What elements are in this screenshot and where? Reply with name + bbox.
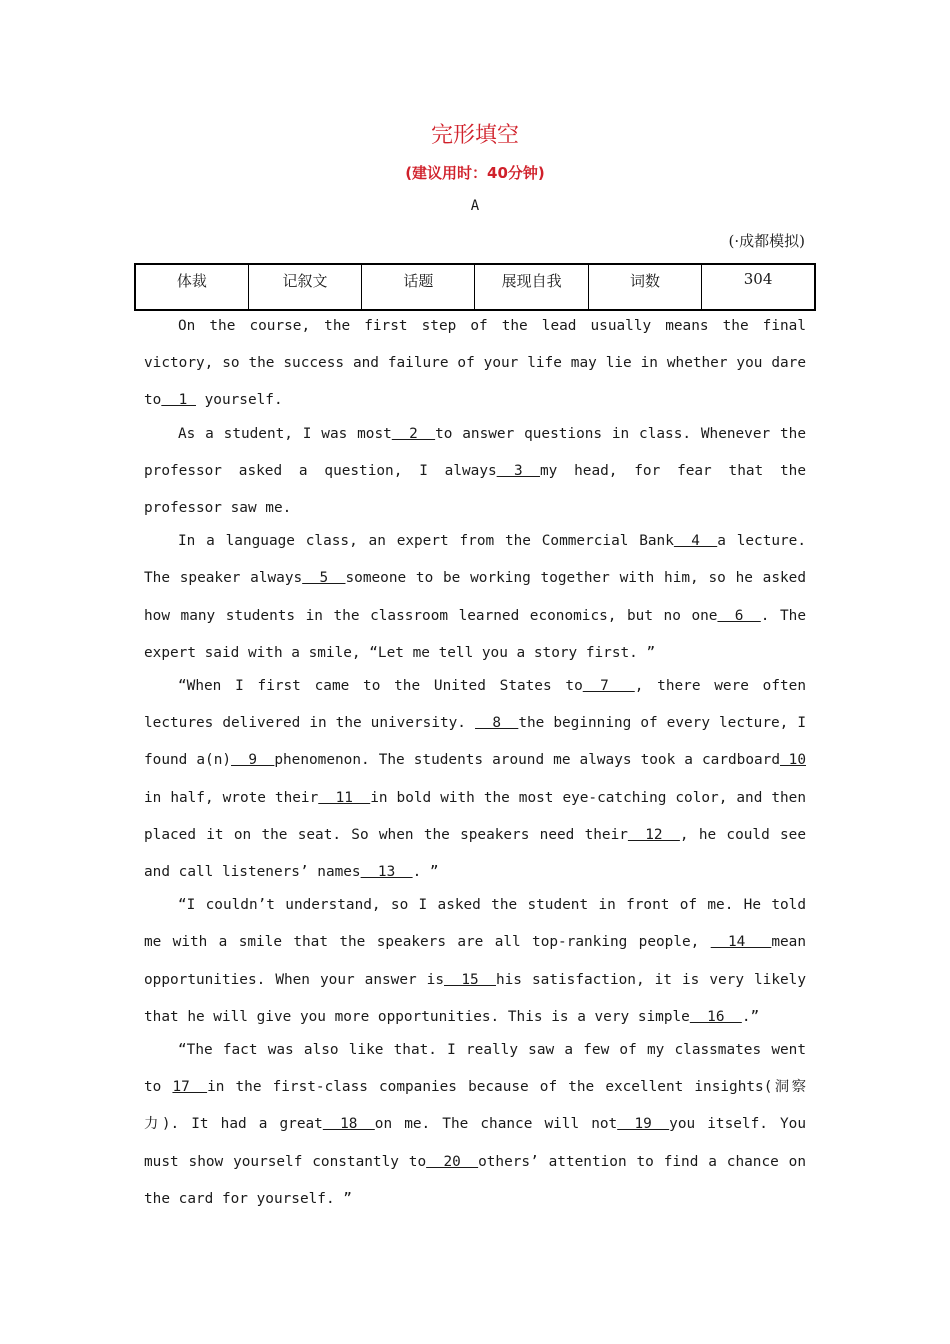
info-cell-genre-value: 记叙文 — [248, 264, 361, 310]
passage-text: In a language class, an expert from the Commercial Bank — [178, 533, 674, 550]
passage-text: . The expert said with a smile, “Let me tell you a story first. ” — [144, 607, 806, 661]
passage-text: in the first-class companies because of the excellent insights(洞察力). It had a great — [144, 1079, 807, 1133]
passage-text: “The fact was also like that. I really saw a few of my classmates went to — [144, 1042, 806, 1096]
answer-blank[interactable]: 7 — [582, 678, 635, 695]
passage-text: , there were often lectures delivered in the university. — [144, 678, 807, 732]
answer-blank[interactable]: 14 — [710, 934, 772, 951]
passage-paragraph — [144, 308, 806, 420]
answer-blank[interactable]: 10 — [780, 752, 806, 769]
passage-text: . ” — [412, 864, 439, 881]
passage-text: others’ attention to find a chance on the card for yourself. ” — [144, 1153, 806, 1207]
answer-blank[interactable]: 8 — [475, 715, 519, 732]
passage-text: “I couldn’t understand, so I asked the student in front of me. He told me with a smile that the speakers are all top-ranking people, — [144, 897, 806, 951]
passage-text: “When I first came to the United States to — [178, 678, 583, 695]
passage-paragraph — [144, 668, 806, 891]
answer-blank[interactable]: 2 — [391, 425, 436, 442]
answer-blank[interactable]: 11 — [318, 789, 371, 806]
answer-blank[interactable]: 15 — [444, 971, 496, 988]
passage-body — [144, 308, 806, 1218]
answer-blank[interactable]: 6 — [717, 607, 761, 624]
passage-text: yourself. — [195, 392, 283, 409]
passage-text: my head, for fear that the professor saw me. — [144, 462, 806, 517]
info-table-row — [135, 264, 815, 310]
passage-paragraph — [144, 887, 806, 1036]
answer-blank[interactable]: 3 — [496, 462, 540, 479]
answer-blank[interactable]: 17 — [172, 1079, 208, 1096]
answer-blank[interactable]: 20 — [426, 1153, 479, 1170]
passage-text: .” — [741, 1008, 760, 1025]
answer-blank[interactable]: 5 — [302, 570, 346, 587]
answer-blank[interactable]: 1 — [161, 392, 196, 409]
passage-paragraph — [144, 1032, 806, 1218]
passage-text: in half, wrote their — [144, 789, 319, 806]
answer-blank[interactable]: 18 — [322, 1116, 375, 1133]
passage-text: On the course, the first step of the lead usually means the final victory, so the success and failure of your life may lie in whether you dare to — [144, 318, 806, 409]
passage-text: the beginning of every lecture, I found a(n) — [144, 715, 806, 769]
passage-text: his satisfaction, it is very likely that he will give you more opportunities. This is a very simple — [144, 971, 806, 1025]
passage-paragraph — [144, 416, 806, 528]
info-table — [134, 263, 816, 311]
answer-blank[interactable]: 13 — [360, 864, 413, 881]
passage-text: , he could see and call listeners’ names — [144, 826, 806, 881]
passage-text: on me. The chance will not — [374, 1116, 618, 1133]
passage-text: phenomenon. The students around me always took a cardboard — [274, 752, 780, 769]
passage-paragraph — [144, 523, 806, 672]
passage-text: As a student, I was most — [178, 425, 392, 442]
passage-text: a lecture. The speaker always — [144, 533, 807, 587]
info-cell-topic-label: 话题 — [362, 264, 475, 310]
answer-blank[interactable]: 9 — [231, 752, 275, 769]
passage-text: you itself. You must show yourself constantly to — [144, 1116, 806, 1170]
suggested-time: (建议用时：40分钟) — [405, 164, 545, 182]
answer-blank[interactable]: 4 — [673, 533, 718, 550]
answer-blank[interactable]: 12 — [627, 826, 680, 843]
passage-text: someone to be working together with him, so he asked how many students in the classroom learned economics, but no one — [144, 570, 806, 624]
answer-blank[interactable]: 19 — [617, 1116, 670, 1133]
passage-text: in bold with the most eye-catching color, and then placed it on the seat. So when the speakers need their — [144, 789, 806, 843]
passage-text: mean opportunities. When your answer is — [144, 934, 806, 988]
page-title: 完形填空 — [430, 123, 519, 148]
info-cell-topic-value: 展现自我 — [475, 264, 588, 310]
passage-text: to answer questions in class. Whenever the professor asked a question, I always — [144, 425, 806, 479]
info-cell-wordcount-label: 词数 — [588, 264, 701, 310]
source-note: (·成都模拟) — [728, 232, 805, 250]
section-label: A — [470, 198, 480, 214]
info-cell-genre-label: 体裁 — [135, 264, 248, 310]
info-cell-wordcount-value: 304 — [702, 264, 815, 310]
answer-blank[interactable]: 16 — [689, 1008, 742, 1025]
